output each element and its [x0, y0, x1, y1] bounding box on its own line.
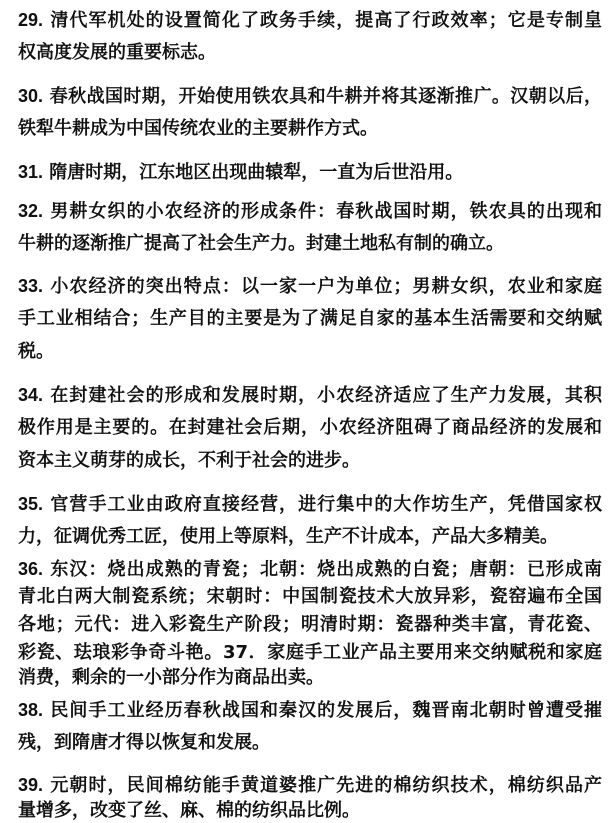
item-text: 极作用是主要的。在封建社会后期，小农经济阻碍了商品经济的发展和	[18, 417, 602, 438]
item-38-line-1	[18, 694, 602, 726]
item-number: 38.	[18, 700, 44, 720]
item-text: 清代军机处的设置简化了政务手续，提高了行政效率；它是专制皇	[43, 10, 602, 31]
item-number: 32.	[18, 201, 44, 221]
item-number: 31.	[18, 162, 44, 182]
item-text: 隋唐时期，江东地区出现曲辕犁，一直为后世沿用。	[43, 162, 464, 183]
item-number: 33.	[18, 276, 44, 296]
item-text: 力，征调优秀工匠，使用上等原料，生产不计成本，产品大多精美。	[18, 526, 558, 547]
item-text: 残，到隋唐才得以恢复和发展。	[18, 732, 270, 753]
item-text: 春秋战国时期，开始使用铁农具和牛耕并将其逐渐推广。汉朝以后，	[43, 86, 602, 107]
item-39-line-1	[18, 769, 602, 801]
item-text: 资本主义萌芽的成长，不利于社会的进步。	[18, 450, 360, 471]
item-text: 税。	[18, 341, 54, 362]
item-text: 牛耕的逐渐推广提高了社会生产力。封建土地私有制的确立。	[18, 233, 504, 254]
item-number: 35.	[18, 494, 44, 514]
item-38-line-2	[18, 727, 602, 759]
item-39-line-2	[18, 798, 602, 823]
item-text: 铁犁牛耕成为中国传统农业的主要耕作方式。	[18, 118, 378, 139]
item-text: 官营手工业由政府直接经营，进行集中的大作坊生产，凭借国家权	[43, 494, 602, 515]
item-text: 量增多，改变了丝、麻、棉的纺织品比例。	[18, 800, 360, 821]
item-text: 彩瓷、珐琅彩争奇斗艳。37．家庭手工业产品主要用来交纳赋税和家庭	[18, 642, 602, 663]
item-text: 元朝时，民间棉纺能手黄道婆推广先进的棉纺织技术，棉纺织品产	[43, 775, 602, 796]
item-text: 小农经济的突出特点：以一家一户为单位；男耕女织，农业和家庭	[43, 276, 602, 297]
item-text: 青北白两大制瓷系统；宋朝时：中国制瓷技术大放异彩，瓷窑遍布全国	[18, 586, 602, 607]
item-number: 36.	[18, 559, 44, 579]
item-text: 在封建社会的形成和发展时期，小农经济适应了生产力发展，其积	[43, 385, 602, 406]
item-text: 东汉：烧出成熟的青瓷；北朝：烧出成熟的白瓷；唐朝：已形成南	[43, 559, 602, 580]
item-number: 29.	[18, 10, 44, 30]
item-text: 消费，剩余的一小部分作为商品出卖。	[18, 667, 324, 688]
item-text: 手工业相结合；生产目的主要是为了满足自家的基本生活需要和交纳赋	[18, 308, 602, 329]
item-number: 30.	[18, 86, 44, 106]
item-text: 民间手工业经历春秋战国和秦汉的发展后，魏晋南北朝时曾遭受摧	[43, 700, 602, 721]
item-number: 34.	[18, 385, 44, 405]
item-text: 男耕女织的小农经济的形成条件：春秋战国时期，铁农具的出现和	[43, 201, 602, 222]
item-text: 权高度发展的重要标志。	[18, 42, 216, 63]
item-number: 39.	[18, 775, 44, 795]
item-text: 各地；元代：进入彩瓷生产阶段；明清时期：瓷器种类丰富，青花瓷、	[18, 614, 602, 635]
